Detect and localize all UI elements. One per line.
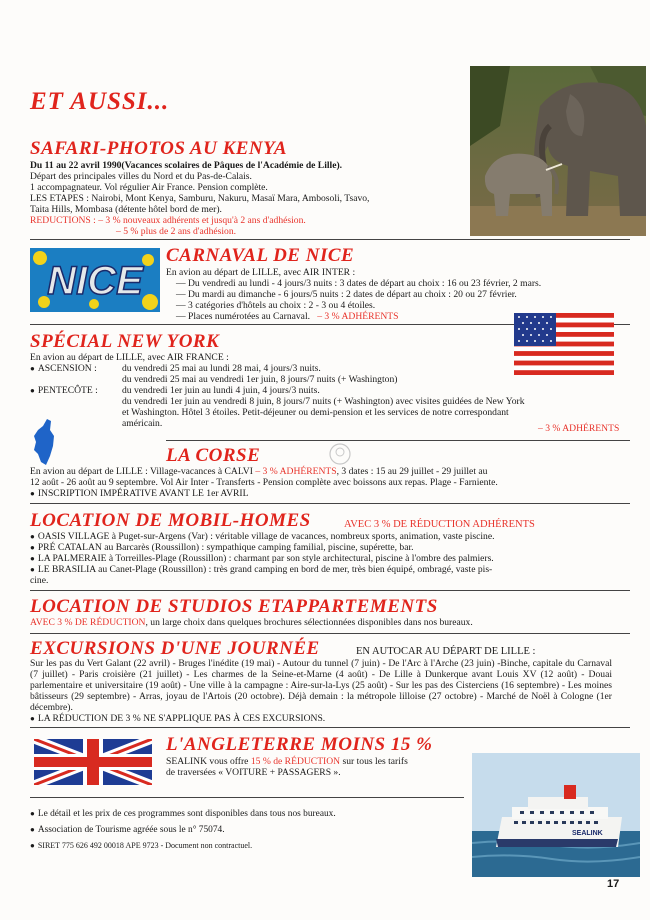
elephants-photo — [470, 66, 646, 236]
corsica-map — [32, 418, 58, 466]
newyork-pentecote-label: ● PENTECÔTE : — [30, 385, 98, 396]
newyork-pentecote-1: du vendredi 1er juin au lundi 4 juin, 4 jours/3 nuits. — [122, 385, 320, 396]
footer-line: ● SIRET 775 626 492 00018 APE 9723 - Document non contractuel. — [30, 838, 336, 854]
us-flag — [514, 313, 614, 375]
ferry-photo — [472, 753, 640, 877]
nice-item: — Places numérotées au Carnaval. — [176, 311, 310, 322]
studios-text: , un large choix dans quelques brochures sélectionnées disponibles dans nos bureaux. — [145, 617, 473, 628]
excursions-title: EXCURSIONS D'UNE JOURNÉE — [30, 638, 320, 659]
nice-block — [166, 267, 541, 322]
footer-line: ● Association de Tourisme agréée sous le n° 75074. — [30, 822, 336, 838]
kenya-reductions: REDUCTIONS : – 3 % nouveaux adhérents et jusqu'à 2 ans d'adhésion. — [30, 215, 306, 226]
divider — [30, 797, 464, 798]
corse-line1: En avion au départ de LILLE : Village-vacances à CALVI — [30, 466, 253, 477]
studios-title: LOCATION DE STUDIOS ETAPPARTEMENTS — [30, 596, 438, 617]
newyork-ascension-1: du vendredi 25 mai au lundi 28 mai, 4 jours/3 nuits. — [122, 363, 321, 374]
kenya-dates-note: (Vacances scolaires de Pâques de l'Académie de Lille). — [121, 160, 343, 171]
ferry-name: SEALINK — [572, 830, 603, 837]
angleterre-discount: 15 % de RÉDUCTION — [250, 756, 341, 767]
kenya-line: LES ETAPES : Nairobi, Mont Kenya, Samburu, Nakuru, Masaï Mara, Ambosoli, Tsavo, — [30, 193, 370, 204]
angleterre-line1: SEALINK vous offre — [166, 756, 249, 767]
divider — [166, 440, 630, 441]
mobilhomes-title: LOCATION DE MOBIL-HOMES — [30, 510, 311, 531]
newyork-ascension-label: ● ASCENSION : — [30, 363, 97, 374]
corse-discount: – 3 % ADHÉRENTS — [255, 466, 337, 477]
excursions-subtitle: EN AUTOCAR AU DÉPART DE LILLE : — [356, 646, 536, 657]
divider — [30, 239, 630, 240]
corse-title: LA CORSE — [166, 445, 261, 466]
studios-discount: AVEC 3 % DE RÉDUCTION — [30, 617, 146, 628]
kenya-line: Départ des principales villes du Nord et du Pas-de-Calais. — [30, 171, 252, 182]
studios-block — [30, 617, 473, 628]
nice-title: CARNAVAL DE NICE — [166, 245, 355, 266]
angleterre-line1-end: sur tous les tarifs — [342, 756, 408, 767]
kenya-reductions-2: – 5 % plus de 2 ans d'adhésion. — [116, 226, 237, 237]
newyork-title: SPÉCIAL NEW YORK — [30, 331, 220, 352]
nice-item: — 3 catégories d'hôtels au choix : 2 - 3 ou 4 étoiles. — [166, 300, 541, 311]
angleterre-line2: de traversées « VOITURE + PASSAGERS ». — [166, 767, 341, 778]
newyork-pentecote-2: du vendredi 1er juin au vendredi 8 juin, 8 jours/7 nuits (+ Washington) avec visites guidées de New York — [122, 396, 525, 407]
divider — [30, 590, 630, 591]
uk-flag — [34, 739, 152, 785]
footer-line: ● Le détail et les prix de ces programmes sont disponibles dans tous nos bureaux. — [30, 806, 336, 822]
watermark-stamp — [328, 442, 352, 466]
corse-block — [30, 466, 498, 499]
newyork-pentecote-3: et Washington. Hôtel 3 étoiles. Petit-déjeuner ou demi-pension et les services de notre correspondant — [122, 407, 509, 418]
nice-logo — [30, 248, 160, 312]
kenya-dates: Du 11 au 22 avril 1990 — [30, 160, 122, 171]
nice-discount: – 3 % ADHÉRENTS — [317, 311, 399, 322]
corse-line1-end: , 3 dates : 15 au 29 juillet - 29 juillet au — [336, 466, 488, 477]
nice-item: — Du mardi au dimanche - 6 jours/5 nuits : 2 dates de départ au choix : 20 ou 27 février. — [166, 289, 541, 300]
kenya-title: SAFARI-PHOTOS AU KENYA — [30, 138, 288, 159]
newyork-pentecote-4: américain. — [122, 418, 163, 429]
newyork-intro: En avion au départ de LILLE, avec AIR FRANCE : — [30, 352, 229, 363]
mobilhomes-item: ● LE BRASILIA au Canet-Plage (Roussillon) : très grand camping en bord de mer, très bien équipé, ombragé, vaste pis- — [30, 564, 494, 575]
angleterre-block — [166, 756, 408, 778]
nice-item: — Du vendredi au lundi - 4 jours/3 nuits : 3 dates de départ au choix : 16 ou 23 février, 2 mars. — [166, 278, 541, 289]
nice-intro: En avion au départ de LILLE, avec AIR INTER : — [166, 267, 356, 278]
newyork-discount: – 3 % ADHÉRENTS — [538, 423, 620, 434]
newyork-ascension-2: du vendredi 25 mai au vendredi 1er juin, 8 jours/7 nuits (+ Washington) — [122, 374, 398, 385]
mobilhomes-subtitle: AVEC 3 % DE RÉDUCTION ADHÉRENTS — [344, 519, 535, 530]
excursions-text: Sur les pas du Vert Galant (22 avril) - Bruges l'inédite (19 mai) - Autour du tunnel (7 juin) - De l'Arc à l'Arche (23 juin) -Binche, capitale du Carnaval (7 juillet) - Paris croisière (21 juillet) - Les charmes de la Seine-et-Marne (4 août) - De Lille à Dunkerque avant Louis XV (12 août) - Douai parlementaire et universitaire (19 août) - Une ville à la campagne : Aire-sur-la-Lys (25 août) - Sur les pas des Cisterciens (16 septembre) - Les moines bâtisseurs (29 septembre) - Arras, joyau de l'Artois (20 octobre). Déjà demain : la métropole lilloise (27 octobre) - Marché de Noël à Cologne (1er décembre). — [30, 658, 612, 713]
footer-block — [30, 806, 336, 854]
kenya-line: Taita Hills, Mombasa (détente hôtel bord de mer). — [30, 204, 222, 215]
corse-line2: 12 août - 26 août au 9 septembre. Vol Air Inter - Transferts - Pension complète avec boissons aux repas. Plage - Farniente. — [30, 477, 498, 488]
mobilhomes-item-cont: cine. — [30, 575, 49, 586]
newyork-block — [30, 352, 525, 429]
excursions-block — [30, 658, 612, 724]
kenya-block — [30, 160, 369, 237]
mobilhomes-item: ● OASIS VILLAGE à Puget-sur-Argens (Var) : véritable village de vacances, nombreux sports, animation, vaste piscine. — [30, 531, 494, 542]
mobilhomes-item: ● PRÉ CATALAN au Barcarès (Roussillon) : sympathique camping familial, piscine, supérette, bar. — [30, 542, 494, 553]
angleterre-title: L'ANGLETERRE MOINS 15 % — [166, 734, 433, 755]
page-number: 17 — [607, 878, 620, 890]
page-title: ET AUSSI... — [30, 88, 170, 115]
mobilhomes-block — [30, 531, 494, 586]
divider — [30, 503, 630, 504]
nice-logo-text: NICE — [47, 259, 143, 303]
mobilhomes-item: ● LA PALMERAIE à Torreilles-Plage (Roussillon) : charmant par son style architectural, piscine à l'ombre des palmiers. — [30, 553, 494, 564]
divider — [30, 727, 630, 728]
excursions-note: ● LA RÉDUCTION DE 3 % NE S'APPLIQUE PAS À CES EXCURSIONS. — [30, 713, 612, 724]
kenya-line: 1 accompagnateur. Vol régulier Air France. Pension complète. — [30, 182, 268, 193]
corse-line3: ● INSCRIPTION IMPÉRATIVE AVANT LE 1er AVRIL — [30, 488, 498, 499]
divider — [30, 633, 630, 634]
